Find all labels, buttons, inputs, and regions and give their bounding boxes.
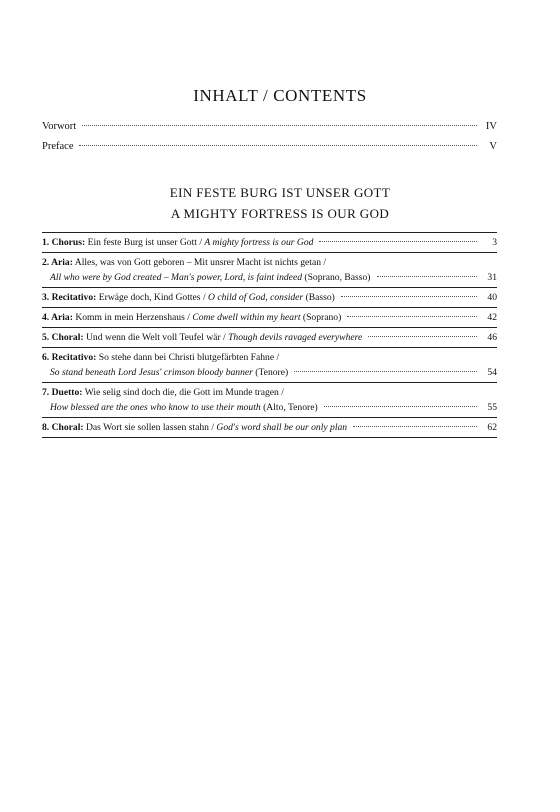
movement-title-german: Alles, was von Gott geboren – Mit unsrer Macht ist nichts getan / [74, 257, 327, 268]
movement-voices: (Alto, Tenore) [263, 402, 318, 413]
movement-title-english: Though devils ravaged everywhere [228, 332, 363, 343]
leader-dots [82, 125, 477, 126]
movement-title-german: Wie selig sind doch die, die Gott im Munde tragen / [84, 387, 284, 398]
movement-number: 4. Aria: [42, 312, 73, 323]
movement-page: 42 [487, 312, 497, 323]
leader-dots [368, 336, 477, 337]
movement-title-english: Come dwell within my heart [192, 312, 301, 323]
movement-number: 7. Duetto: [42, 387, 83, 398]
movement-voices: (Soprano, Basso) [304, 272, 371, 283]
movement-page: 40 [487, 292, 497, 303]
movement-number: 2. Aria: [42, 257, 73, 268]
leader-dots [341, 296, 477, 297]
work-title-english: A MIGHTY FORTRESS IS OUR GOD [170, 206, 390, 221]
movement-entry[interactable] [42, 307, 497, 327]
movement-voices: (Soprano) [302, 312, 342, 323]
movement-title-german: Und wenn die Welt voll Teufel wär / [85, 332, 226, 343]
movement-number: 1. Chorus: [42, 237, 86, 248]
movement-number: 6. Recitativo: [42, 352, 97, 363]
leader-dots [324, 406, 477, 407]
movement-entry[interactable] [42, 347, 497, 382]
movement-voices: (Basso) [305, 292, 335, 303]
movement-page: 54 [487, 367, 497, 378]
movement-page: 31 [487, 272, 497, 283]
movement-title-german: Komm in mein Herzenshaus / [75, 312, 190, 323]
leader-dots [79, 145, 477, 146]
movement-voices: (Tenore) [255, 367, 289, 378]
movement-title-english: All who were by God created – Man's power, Lord, is faint indeed [50, 272, 302, 283]
movement-entry[interactable] [42, 327, 497, 347]
leader-dots [294, 371, 477, 372]
movement-page: 55 [487, 402, 497, 413]
movement-title-english: O child of God, consider [208, 292, 304, 303]
movement-title-english: How blessed are the ones who know to use their mouth [50, 402, 261, 413]
front-matter-page: IV [485, 121, 497, 132]
movement-entry[interactable] [42, 417, 497, 438]
movement-title-english: So stand beneath Lord Jesus' crimson bloody banner [50, 367, 253, 378]
front-matter-row-preface[interactable] [42, 141, 497, 161]
movement-entry[interactable] [42, 252, 497, 287]
movement-number: 3. Recitativo: [42, 292, 97, 303]
movement-title-german: Das Wort sie sollen lassen stahn / [85, 422, 215, 433]
movement-list [42, 232, 497, 438]
movement-page: 62 [487, 422, 497, 433]
movement-number: 5. Choral: [42, 332, 84, 343]
work-title-german: EIN FESTE BURG IST UNSER GOTT [169, 185, 391, 200]
leader-dots [319, 241, 477, 242]
leader-dots [347, 316, 477, 317]
leader-dots [377, 276, 478, 277]
front-matter-label: Preface [42, 141, 74, 152]
front-matter-row-vorwort[interactable] [42, 121, 497, 141]
movement-title-german: Erwäge doch, Kind Gottes / [98, 292, 206, 303]
front-matter-label: Vorwort [42, 121, 77, 132]
movement-title-english: God's word shall be our only plan [216, 422, 348, 433]
movement-title-german: So stehe dann bei Christi blutgefärbten Fahne / [98, 352, 280, 363]
movement-number: 8. Choral: [42, 422, 84, 433]
movement-page: 3 [492, 237, 497, 248]
movement-entry[interactable] [42, 287, 497, 307]
movement-page: 46 [487, 332, 497, 343]
page-title: INHALT / CONTENTS [193, 86, 367, 105]
front-matter-page: V [489, 141, 497, 152]
movement-title-german: Ein feste Burg ist unser Gott / [87, 237, 202, 248]
movement-entry[interactable] [42, 232, 497, 252]
movement-entry[interactable] [42, 382, 497, 417]
front-matter-list [42, 121, 497, 161]
movement-title-english: A mighty fortress is our God [204, 237, 314, 248]
leader-dots [353, 426, 477, 427]
